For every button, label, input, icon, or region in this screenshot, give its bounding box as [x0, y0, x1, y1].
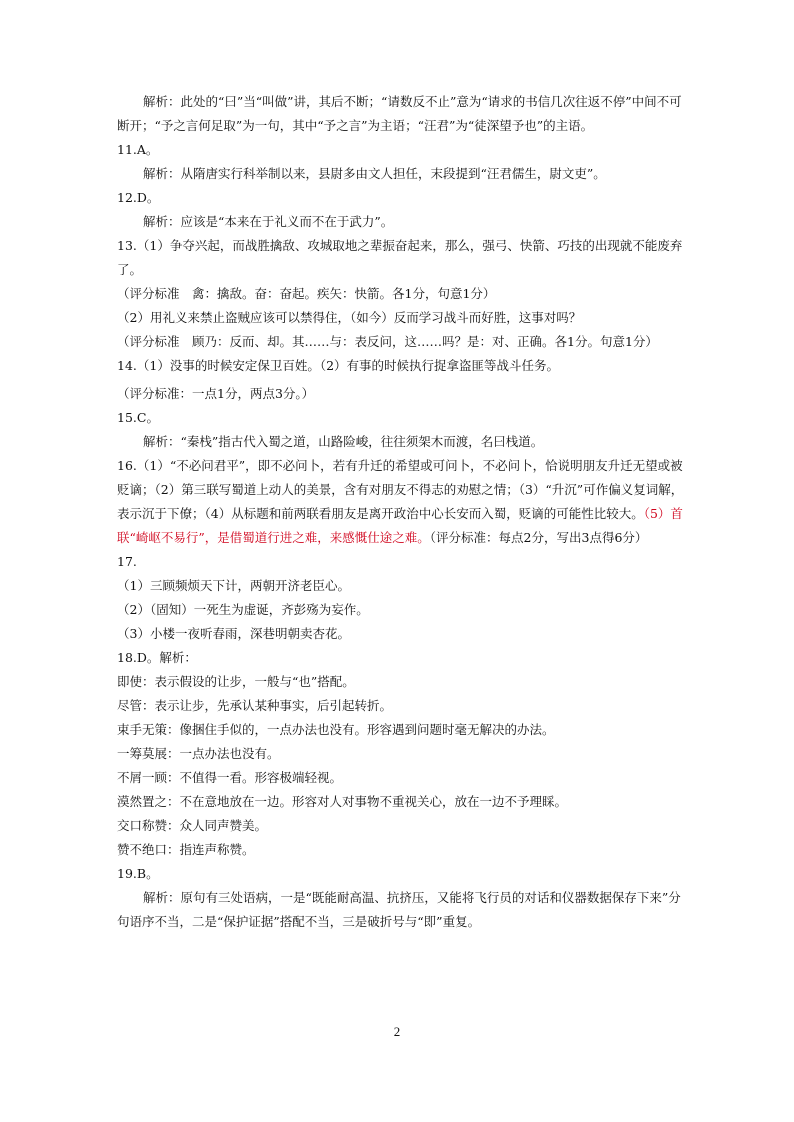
scoring-13-1: （评分标准 禽：擒敌。奋：奋起。疾矢：快箭。各1分，句意1分） — [117, 286, 496, 301]
answer-18: 18.D。解析： — [117, 650, 197, 665]
answer-16-highlight: （5）首联“崎岖不易行”，是借蜀道行进之难，来感慨仕途之难。 — [117, 506, 683, 545]
answer-13-2: （2）用礼义来禁止盗贼应该可以禁得住，（如今）反而学习战斗而好胜，这事对吗？ — [117, 310, 582, 325]
answer-16 — [117, 454, 692, 550]
answer-17-3: （3）小楼一夜听春雨，深巷明朝卖杏花。 — [117, 626, 350, 641]
term-buxieyigu: 不屑一顾：不值得一看。形容极端轻视。 — [117, 770, 343, 785]
term-jishi: 即使：表示假设的让步，一般与“也”搭配。 — [117, 674, 355, 689]
term-yichoumozhan: 一筹莫展：一点办法也没有。 — [117, 746, 280, 761]
answer-14: 14.（1）没事的时候安定保卫百姓。（2）有事的时候执行捉拿盗匪等战斗任务。 — [117, 358, 560, 373]
term-moranzhizhi: 漠然置之：不在意地放在一边。形容对人对事物不重视关心，放在一边不予理睬。 — [117, 794, 568, 809]
answer-13-1: 13.（1）争夺兴起，而战胜擒敌、攻城取地之辈振奋起来，那么，强弓、快箭、巧技的出现就不能废弃了。 — [117, 238, 683, 277]
answer-15: 15.C。 — [117, 410, 159, 425]
answer-content — [117, 90, 692, 934]
scoring-13-2: （评分标准 顾乃：反而、却。其……与：表反问，这……吗？是：对、正确。各1分。句意1分） — [117, 334, 658, 349]
term-shushouwuce: 束手无策：像捆住手似的，一点办法也没有。形容遇到问题时毫无解决的办法。 — [117, 722, 555, 737]
analysis-11: 解析：从隋唐实行科举制以来，县尉多由文人担任，末段提到“汪君儒生，尉文吏”。 — [143, 166, 606, 181]
page-number: 2 — [393, 1024, 401, 1039]
answer-16-points: 16.（1）“不必问君平”，即不必问卜，若有升迁的希望或可问卜，不必问卜，恰说明朋友升迁无望或被贬谪；（2）第三联写蜀道上动人的美景，含有对朋友不得志的劝慰之情；（3）“升沉”可作偏义复词解，表示沉于下僚；（4）从标题和前两联看朋友是离开政治中心长安而入蜀，贬谪的可能性比较大。 — [117, 458, 684, 521]
answer-17: 17. — [117, 554, 137, 569]
answer-17-1: （1）三顾频烦天下计，两朝开济老臣心。 — [117, 578, 350, 593]
scoring-14: （评分标准：一点1分，两点3分。） — [117, 386, 315, 401]
answer-11: 11.A。 — [117, 142, 159, 157]
analysis-19: 解析：原句有三处语病，一是“既能耐高温、抗挤压，又能将飞行员的对话和仪器数据保存下来”分句语序不当，二是“保护证据”搭配不当，三是破折号与“即”重复。 — [117, 890, 681, 929]
analysis-12: 解析：应该是“本来在于礼义而不在于武力”。 — [143, 214, 394, 229]
analysis-10: 解析：此处的“曰”当“叫做”讲，其后不断；“请数反不止”意为“请求的书信几次往返不停”中间不可断开；“予之言何足取”为一句，其中“予之言”为主语；“汪君”为“徒深望予也”的主语。 — [117, 94, 682, 133]
term-jinguan: 尽管：表示让步，先承认某种事实，后引起转折。 — [117, 698, 393, 713]
answer-12: 12.D。 — [117, 190, 160, 205]
analysis-15: 解析：“秦栈”指古代入蜀之道，山路险峻，往往须架木而渡，名曰栈道。 — [143, 434, 544, 449]
answer-19: 19.B。 — [117, 866, 159, 881]
term-jiaokouchengzan: 交口称赞：众人同声赞美。 — [117, 818, 268, 833]
scoring-16: （评分标准：每点2分，写出3点得6分） — [429, 530, 648, 545]
answer-17-2: （2）（固知）一死生为虚诞，齐彭殇为妄作。 — [117, 602, 369, 617]
term-zanbujuekou: 赞不绝口：指连声称赞。 — [117, 842, 255, 857]
